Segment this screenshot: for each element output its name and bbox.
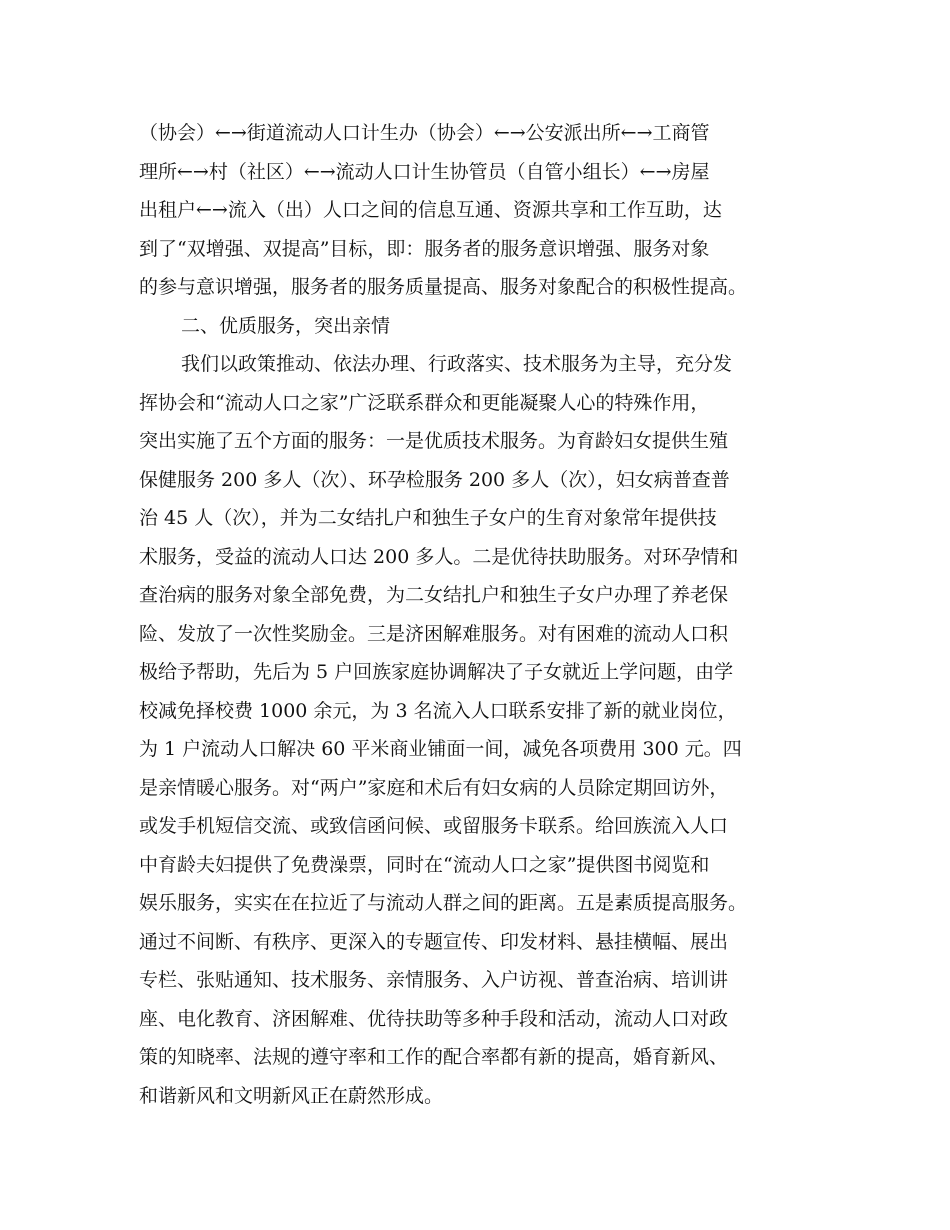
text-line: 座、电化教育、济困解难、优待扶助等多种手段和活动，流动人口对政: [139, 1007, 729, 1030]
text-line: 突出实施了五个方面的服务：一是优质技术服务。为育龄妇女提供生殖: [139, 430, 729, 452]
text-line: 险、发放了一次性奖励金。三是济困解难服务。对有困难的流动人口积: [139, 622, 729, 645]
text-line: 策的知晓率、法规的遵守率和工作的配合率都有新的提高，婚育新风、: [139, 1046, 729, 1068]
text-line: 和谐新风和文明新风正在蔚然形成。: [139, 1084, 444, 1107]
text-line: 的参与意识增强，服务者的服务质量提高、服务对象配合的积极性提高。: [139, 276, 748, 298]
text-line: 娱乐服务，实实在在拉近了与流动人群之间的距离。五是素质提高服务。: [139, 892, 748, 914]
text-line: 是亲情暖心服务。对“两户”家庭和术后有妇女病的人员除定期回访外，: [139, 776, 729, 799]
text-line: 为 1 户流动人口解决 60 平米商业铺面一间，减免各项费用 300 元。四: [139, 738, 742, 760]
text-line: 术服务，受益的流动人口达 200 多人。二是优待扶助服务。对环孕情和: [139, 545, 739, 568]
text-line: 到了“双增强、双提高”目标，即：服务者的服务意识增强、服务对象: [139, 237, 710, 260]
text-line: 通过不间断、有秩序、更深入的专题宣传、印发材料、悬挂横幅、展出: [139, 930, 729, 953]
text-line: 挥协会和“流动人口之家”广泛联系群众和更能凝聚人心的特殊作用，: [139, 391, 710, 414]
text-line: 极给予帮助，先后为 5 户回族家庭协调解决了子女就近上学问题，由学: [139, 661, 734, 683]
text-line: 查治病的服务对象全部免费，为二女结扎户和独生子女户办理了养老保: [139, 584, 729, 606]
text-line: 保健服务 200 多人（次）、环孕检服务 200 多人（次），妇女病普查普: [139, 468, 730, 491]
text-line: 专栏、张贴通知、技术服务、亲情服务、入户访视、普查治病、培训讲: [139, 969, 729, 991]
text-line: 出租户←→流入（出）人口之间的信息互通、资源共享和工作互助，达: [139, 199, 722, 221]
section-heading: 二、优质服务，突出亲情: [181, 314, 391, 337]
text-line: 理所←→村（社区）←→流动人口计生协管员（自管小组长）←→房屋: [139, 160, 710, 183]
text-line: 或发手机短信交流、或致信函问候、或留服务卡联系。给回族流入人口: [139, 815, 729, 837]
paragraph-start-line: 我们以政策推动、依法办理、行政落实、技术服务为主导，充分发: [181, 353, 733, 375]
text-line: 校减免择校费 1000 余元，为 3 名流入人口联系安排了新的就业岗位，: [139, 699, 737, 722]
text-line: 治 45 人（次），并为二女结扎户和独生子女户的生育对象常年提供技: [139, 507, 717, 529]
text-line: （协会）←→街道流动人口计生办（协会）←→公安派出所←→工商管: [139, 122, 710, 144]
text-line: 中育龄夫妇提供了免费澡票，同时在“流动人口之家”提供图书阅览和: [139, 853, 710, 876]
body-text: [139, 114, 819, 1115]
